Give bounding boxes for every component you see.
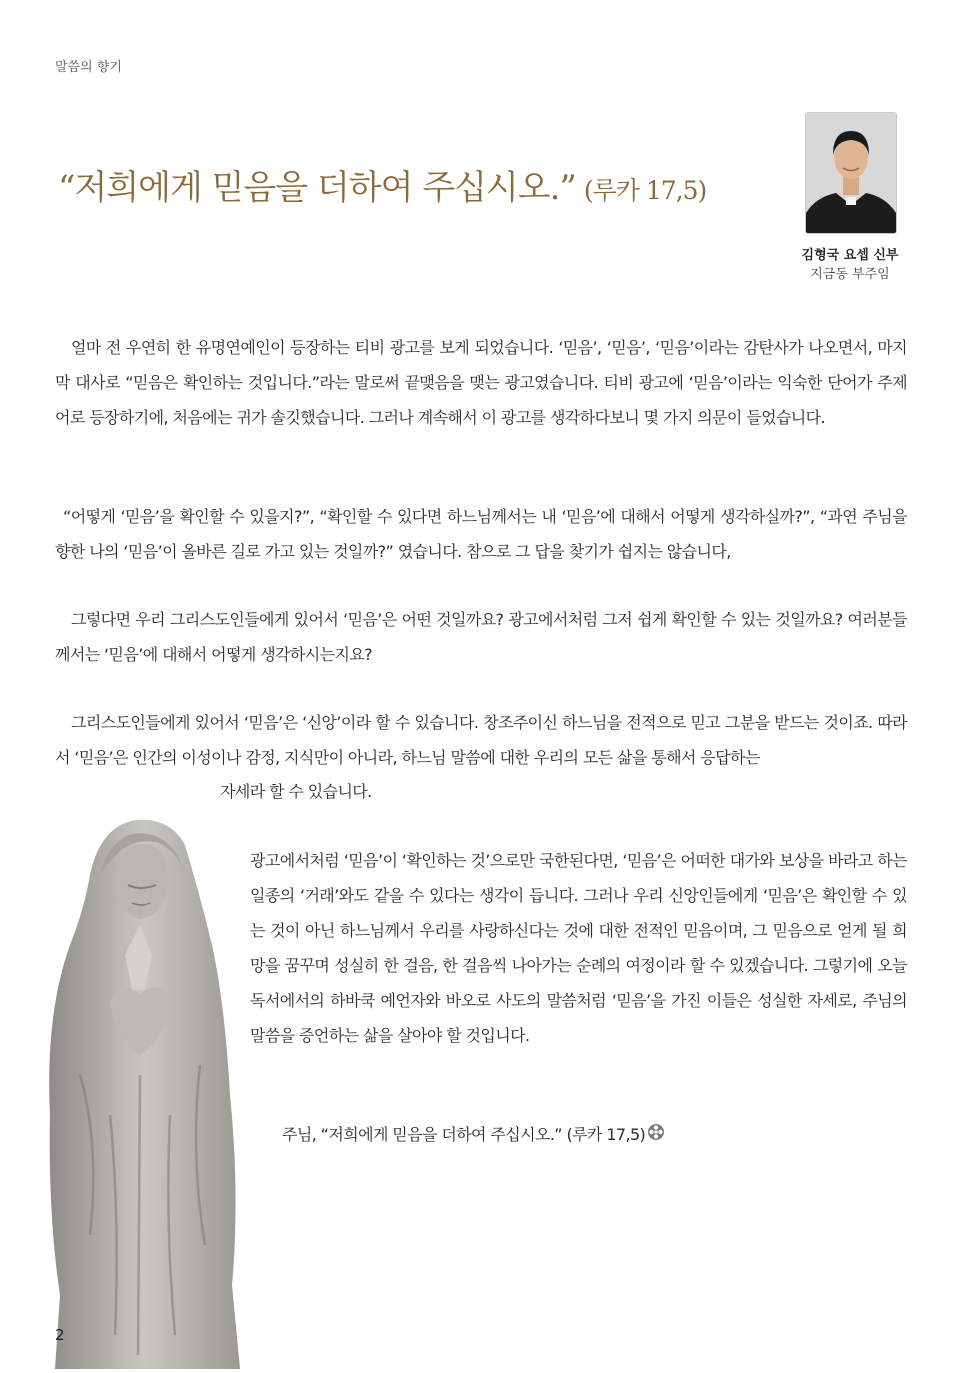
praying-statue-image (40, 815, 250, 1369)
section-label: 말씀의 향기 (55, 60, 122, 75)
title-reference: (루카 17,5) (583, 176, 707, 205)
title-quote: “저희에게 믿음을 더하여 주십시오.” (58, 168, 576, 208)
page-number: 2 (55, 1326, 65, 1344)
author-role: 지금동 부주임 (810, 267, 890, 282)
paragraph-2-text: “어떻게 ‘믿음’을 확인할 수 있을지?”, “확인할 수 있다면 하느님께서는 내 ‘믿음’에 대해서 어떻게 생각하실까?”, “과연 주님을 향한 나의 ‘믿음’이 올바른 길로 가고 있는 것일까?” 였습니다. 참으로 그 답을 찾기가 쉽지는 않습니다, (55, 507, 907, 561)
closing-text: 주님, “저희에게 믿음을 더하여 주십시오.” (루카 17,5) (282, 1125, 646, 1144)
closing-prayer (282, 1117, 782, 1153)
body-paragraph-5: 광고에서처럼 ‘믿음’이 ‘확인하는 것’으로만 국한된다면, ‘믿음’은 어떠한 대가와 보상을 바라고 하는 일종의 ‘거래’와도 같을 수 있다는 생각이 듭니다. 그러나 우리 신앙인들에게 ‘믿음’은 확인할 수 있는 것이 아닌 하느님께서 우리를 사랑하신다는 것에 대한 전적인 믿음이며, 그 믿음으로 얻게 될 희망을 꿈꾸며 성실히 한 걸음, 한 걸음씩 나아가는 순례의 여정이라 할 수 있겠습니다. 그렇기에 오늘 독서에서의 하바쿡 예언자와 바오로 사도의 말씀처럼 ‘믿음’을 가진 이들은 성실한 자세로, 주님의 말씀을 증언하는 삶을 살아야 할 것입니다. (250, 851, 907, 1045)
body-paragraph-4-end: 자세라 할 수 있습니다. (220, 782, 372, 801)
flower-ornament-icon (647, 1118, 665, 1153)
body-paragraph-2 (55, 499, 907, 569)
body-paragraph-3 (55, 602, 907, 672)
body-paragraph-4 (55, 705, 907, 775)
author-photo (805, 112, 897, 234)
paragraph-3-text: 그렇다면 우리 그리스도인들에게 있어서 ‘믿음’은 어떤 것일까요? 광고에서처럼 그저 쉽게 확인할 수 있는 것일까요? 여러분들께서는 ‘믿음’에 대해서 어떻게 생각하시는지요? (55, 610, 907, 664)
author-name: 김형국 요셉 신부 (801, 248, 899, 263)
paragraph-1-text: 얼마 전 우연히 한 유명연예인이 등장하는 티비 광고를 보게 되었습니다. ‘믿음’, ‘믿음’, ‘믿음’이라는 감탄사가 나오면서, 마지막 대사로 “믿음은 확인하는 것입니다.”라는 말로써 끝맺음을 맺는 광고였습니다. 티비 광고에 ‘믿음’이라는 익숙한 단어가 주제어로 등장하기에, 처음에는 귀가 솔깃했습니다. 그러나 계속해서 이 광고를 생각하다보니 몇 가지 의문이 들었습니다. (55, 338, 907, 427)
page-title (58, 160, 778, 209)
body-paragraph-1 (55, 330, 907, 435)
author-info (770, 246, 930, 284)
paragraph-4-text: 그리스도인들에게 있어서 ‘믿음’은 ‘신앙’이라 할 수 있습니다. 창조주이신 하느님을 전적으로 믿고 그분을 받드는 것이죠. 따라서 ‘믿음’은 인간의 이성이나 감정, 지식만이 아니라, 하느님 말씀에 대한 우리의 모든 삶을 통해서 응답하는 (55, 713, 907, 767)
